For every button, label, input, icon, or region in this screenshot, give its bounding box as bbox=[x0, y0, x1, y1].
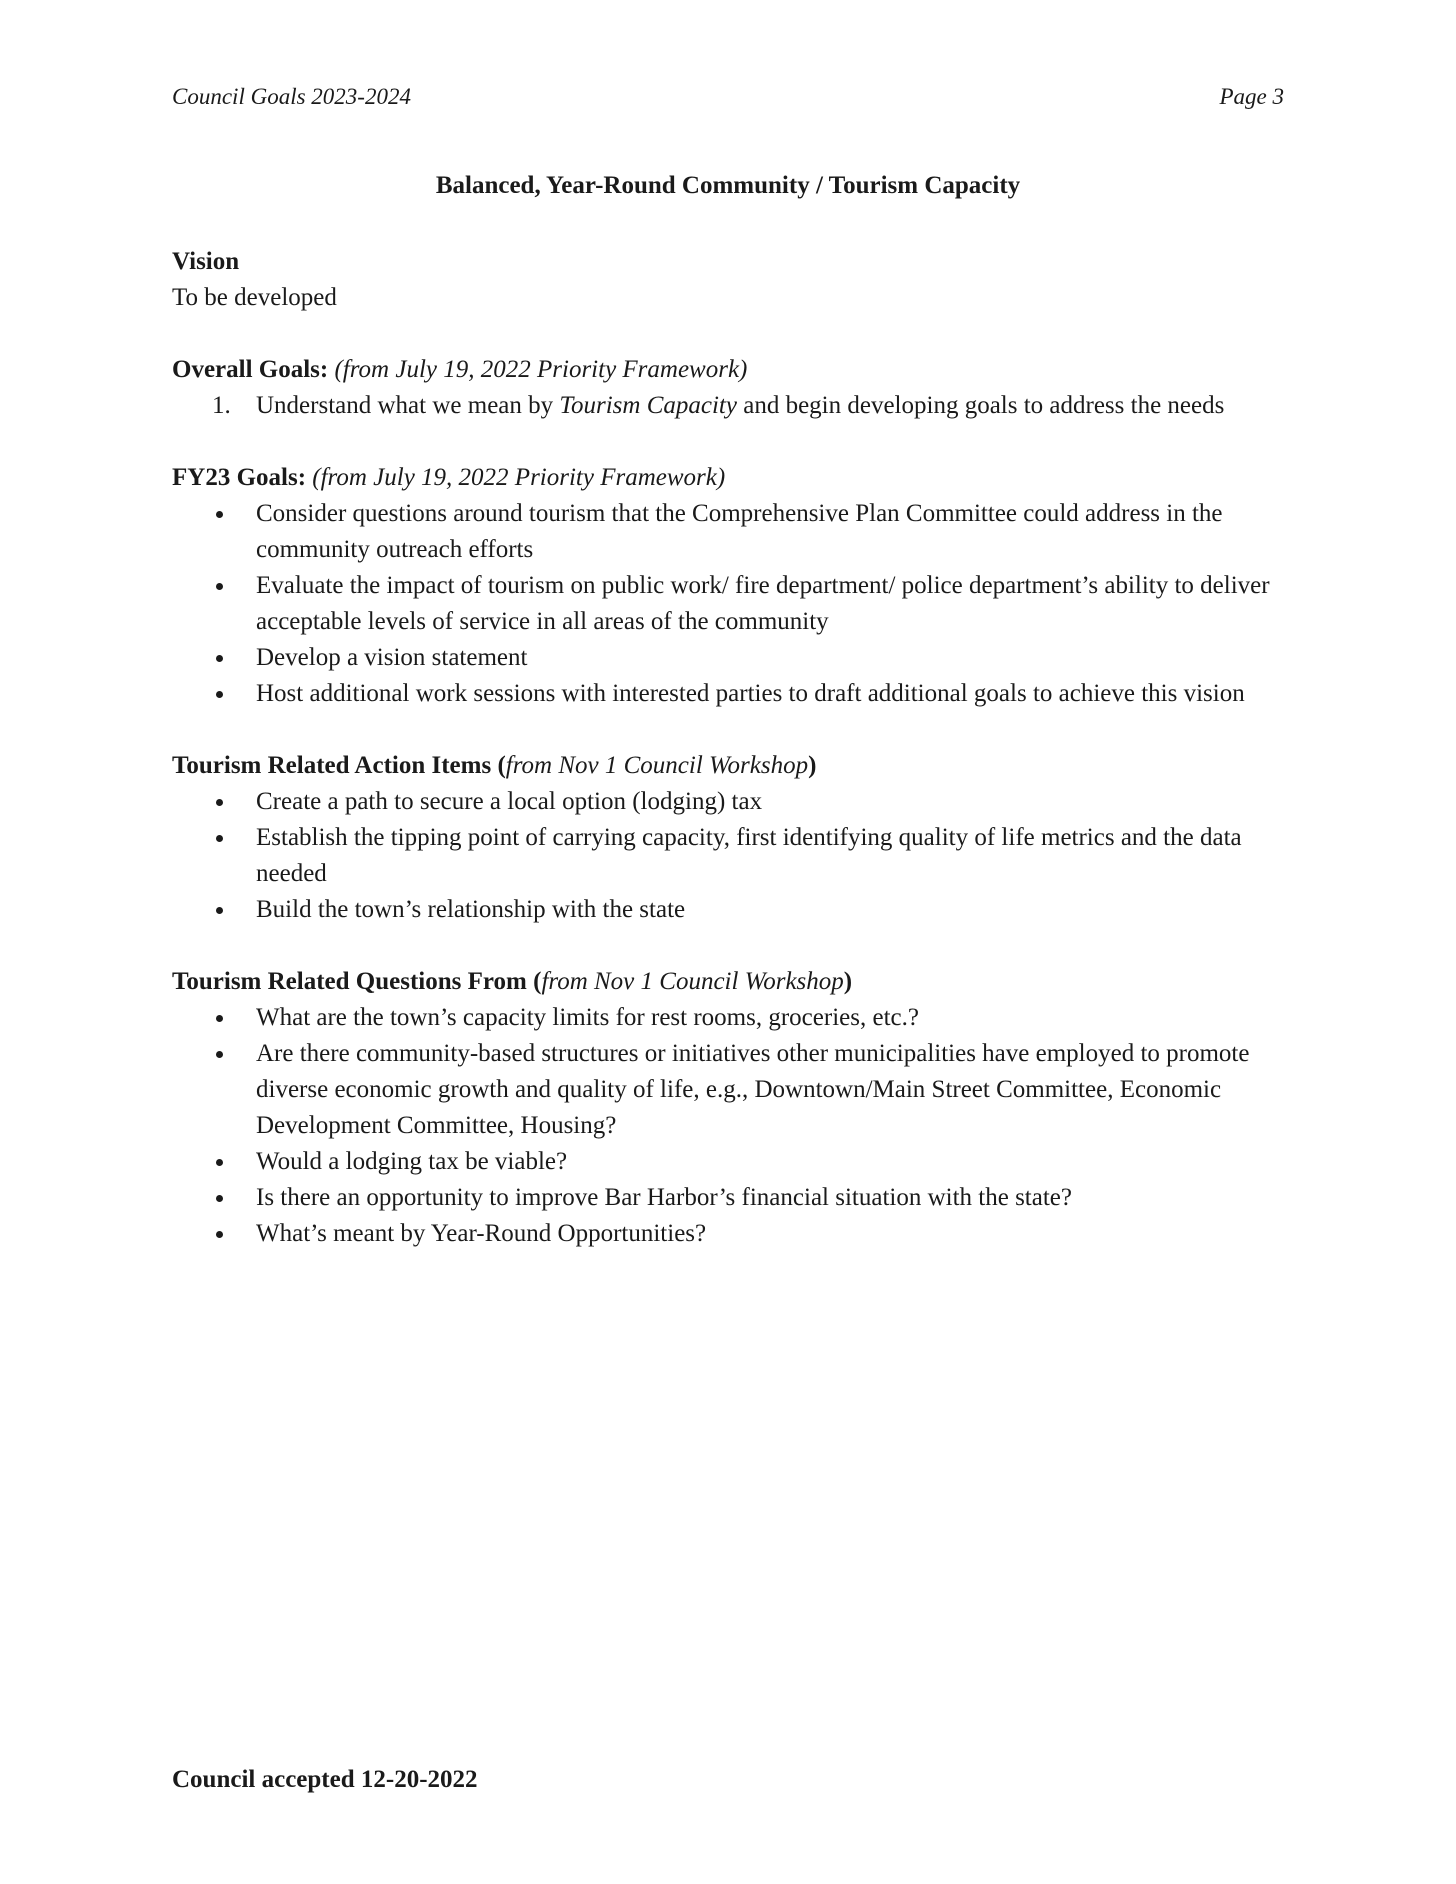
bullet-icon bbox=[216, 1015, 223, 1022]
document-body bbox=[172, 244, 1292, 1288]
list-item-text-start: Understand what we mean by bbox=[256, 392, 560, 419]
list-item bbox=[172, 1216, 1292, 1252]
action-items-section bbox=[172, 748, 1292, 928]
fy23-goals-source-note: (from July 19, 2022 Priority Framework) bbox=[312, 464, 726, 491]
paren-open: ( bbox=[497, 752, 506, 779]
questions-heading-label: Tourism Related Questions From bbox=[172, 968, 534, 995]
fy23-goals-heading bbox=[172, 460, 1292, 496]
list-item-text: Evaluate the impact of tourism on public work/ fire department/ police department’s ability to deliver acceptable levels of service in all areas of the community bbox=[256, 572, 1270, 635]
bullet-icon bbox=[216, 907, 223, 914]
page-title: Balanced, Year-Round Community / Tourism Capacity bbox=[435, 172, 1021, 199]
bullet-icon bbox=[216, 511, 223, 518]
list-item bbox=[172, 568, 1292, 640]
list-item bbox=[172, 1144, 1292, 1180]
list-item-text: Develop a vision statement bbox=[256, 644, 528, 671]
list-item-text: Consider questions around tourism that the Comprehensive Plan Committee could address in the community outreach efforts bbox=[256, 500, 1223, 563]
list-item-text: Would a lodging tax be viable? bbox=[256, 1148, 568, 1175]
list-item-text: Is there an opportunity to improve Bar Harbor’s financial situation with the state? bbox=[256, 1184, 1072, 1211]
running-header bbox=[172, 84, 1284, 110]
list-item-text: Establish the tipping point of carrying capacity, first identifying quality of life metrics and the data needed bbox=[256, 824, 1242, 887]
bullet-icon bbox=[216, 1159, 223, 1166]
list-item-text: Create a path to secure a local option (lodging) tax bbox=[256, 788, 763, 815]
overall-goals-list bbox=[172, 388, 1292, 424]
list-item-text: Host additional work sessions with interested parties to draft additional goals to achieve this vision bbox=[256, 680, 1245, 707]
vision-section bbox=[172, 244, 1292, 316]
bullet-icon bbox=[216, 1231, 223, 1238]
action-items-list bbox=[172, 784, 1292, 928]
acceptance-footer: Council accepted 12-20-2022 bbox=[172, 1766, 478, 1793]
bullet-icon bbox=[216, 1195, 223, 1202]
list-item-text: Are there community-based structures or initiatives other municipalities have employed to promote diverse economic growth and quality of life, e.g., Downtown/Main Street Committee, Economic Development Committee, Housing? bbox=[256, 1040, 1250, 1139]
fy23-goals-heading-label: FY23 Goals: bbox=[172, 464, 307, 491]
list-item bbox=[172, 388, 1292, 424]
vision-text: To be developed bbox=[172, 284, 337, 311]
overall-goals-section bbox=[172, 352, 1292, 424]
list-item-text: What’s meant by Year-Round Opportunities? bbox=[256, 1220, 707, 1247]
overall-goals-heading-label: Overall Goals: bbox=[172, 356, 329, 383]
bullet-icon bbox=[216, 799, 223, 806]
list-item-text: Build the town’s relationship with the state bbox=[256, 896, 686, 923]
overall-goals-source-note: (from July 19, 2022 Priority Framework) bbox=[334, 356, 748, 383]
bullet-icon bbox=[216, 655, 223, 662]
list-item bbox=[172, 1180, 1292, 1216]
list-item bbox=[172, 1000, 1292, 1036]
fy23-goals-list bbox=[172, 496, 1292, 712]
header-document-name: Council Goals 2023-2024 bbox=[172, 84, 411, 109]
header-page-number: Page 3 bbox=[1219, 84, 1284, 109]
paren-close: ) bbox=[808, 752, 817, 779]
questions-list bbox=[172, 1000, 1292, 1252]
questions-heading bbox=[172, 964, 1292, 1000]
list-item bbox=[172, 1036, 1292, 1144]
bullet-icon bbox=[216, 583, 223, 590]
list-item bbox=[172, 784, 1292, 820]
list-item-text-end: and begin developing goals to address the needs bbox=[736, 392, 1225, 419]
overall-goals-heading bbox=[172, 352, 1292, 388]
fy23-goals-section bbox=[172, 460, 1292, 712]
action-items-source-note: from Nov 1 Council Workshop bbox=[505, 752, 809, 779]
questions-section bbox=[172, 964, 1292, 1252]
list-item bbox=[172, 496, 1292, 568]
bullet-icon bbox=[216, 835, 223, 842]
bullet-icon bbox=[216, 691, 223, 698]
list-number: 1. bbox=[212, 392, 231, 419]
vision-heading: Vision bbox=[172, 248, 240, 275]
paren-close: ) bbox=[843, 968, 853, 995]
list-item bbox=[172, 820, 1292, 892]
list-item bbox=[172, 640, 1292, 676]
questions-source-note: from Nov 1 Council Workshop bbox=[541, 968, 844, 995]
list-item bbox=[172, 676, 1292, 712]
list-item-emphasis: Tourism Capacity bbox=[559, 392, 737, 419]
list-item bbox=[172, 892, 1292, 928]
list-item-text: What are the town’s capacity limits for rest rooms, groceries, etc.? bbox=[256, 1004, 919, 1031]
action-items-heading-label: Tourism Related Action Items bbox=[172, 752, 498, 779]
action-items-heading bbox=[172, 748, 1292, 784]
bullet-icon bbox=[216, 1051, 223, 1058]
paren-open: ( bbox=[533, 968, 542, 995]
